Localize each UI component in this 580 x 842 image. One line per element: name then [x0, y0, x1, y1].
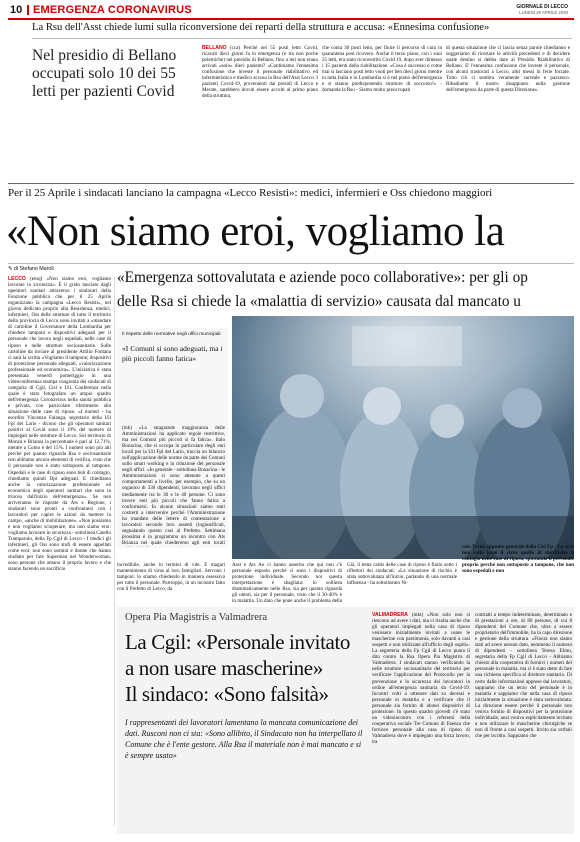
main-text-col3: Asst e Ats Ao ci hanno asserito che qui non c'è personale esposto perché ci sono i dispositivi di protezione individuale. Secondo noi questa interpretazione è sbagliata: lo sollinea drammaticamente nelle Rsa, sia per quanto riguarda gli utenti, sia per il personale, visto che il 30-40% è in malattia. Un dato che pone anche il problema della	[232, 562, 342, 604]
paper-name: GIORNALE DI LECCO	[516, 4, 568, 10]
rsa-text-col3: di questa situazione che ci lascia senza parole chiedianno e suggeriamo di ricertare le attività precedenti e di decidere quale destino si debba dare al Presidio Riabilitativo di Bellano. E' l'ennesima confusione che investe il personale, con alcuni traslocati a Lecco, altri messi in ferie forzate. Tutto ciò ci sembra veramente surreale e pazzesco. Ribadiamo il nostro disappunto nella gestione dell'emergenza da parte di questa Direzione».	[446, 45, 570, 94]
main-headline-rule	[8, 263, 574, 264]
valmadrera-headline-1: La Cgil: «Personale invitato	[125, 630, 351, 654]
hospital-photo	[232, 316, 574, 559]
byline	[8, 266, 54, 272]
quote-body	[122, 425, 225, 547]
valmadrera-text-col2: contratti a tempo indeterminato, determinato e di prestazioni a ore, di 80 persone, di cui 8 dipendenti del Comune che, oltre a essere proprietario dell'immobile, ha la capo direzione e gestione della struttura. «Finora non siamo stati ad avere nessun dato, nemmeno il numero di dipendenti - sottolinea Teresa Elmo, segretaria della Fp Cgil di Lecco - Abbiamo chiesto alla cooperativa di fornirci i numeri del personale in malattia, ma ci è stato detto di fare una richiesta specifica al direttore sanitario. Di certo dalle informazioni apprese dai lavoratori, sappiamo che un terzo del personale è in malattia e sappiamo che nella casa di riposo inizialmente la situazione è stata sottovalutata. La direzione essere perché il personale non veniva fornito di dispositivi per la protezione individuale, anzi veniva esplicitamente invitato a non utilizzare le mascherine chirurgiche se non di fronte a casi sospetti. Invito sia verbali che per iscritto. Sappiamo che	[475, 612, 572, 739]
valmadrera-headline-3: Il sindaco: «Sono falsità»	[125, 682, 329, 706]
main-headline: «Non siamo eroi, vogliamo la	[6, 208, 505, 255]
main-sub-headline-1: «Emergenza sottovalutata e aziende poco collaborative»: per gli op	[117, 269, 528, 286]
quote-kicker: Il rispetto delle normative negli uffici municipali	[122, 332, 221, 337]
rsa-dateline: BELLANO	[202, 45, 227, 51]
main-col5-text: cola Tardo appunto generale della Cisl Fp - La crisi non sulla lente il virus quello di distribuire il contagio nelle case di riposo, spostando il personale proprio perché non sottoposto a tampone, che non sono ospedali e non	[462, 544, 574, 575]
quote-box	[117, 328, 228, 548]
quote-text: «I Comuni si sono adeguati, ma i più piccoli fanno fatica»	[122, 344, 223, 363]
header-rule	[8, 18, 574, 20]
header-divider-tick	[27, 5, 29, 15]
column-divider	[114, 276, 115, 826]
rsa-dateline-tag: (cca)	[229, 45, 241, 51]
page-number: 10	[10, 4, 23, 16]
rsa-kicker: La Rsu dell'Asst chiede lumi sulla riconversione dei reparti della struttura e accusa: «Ennesima confusione»	[32, 22, 490, 33]
quote-body-text: «La stragrande maggioranza delle Amministrazioni ha applicato regole restrittive, ma nei Comuni più piccoli si fa fatica». Italo Bonacina, che si occupa in particolare degli enti locali per la Uil Fpl del Lario, traccia un bilancio sull'applicazione delle norme da parte dei Comuni sullo smart working e la riduzione del personale negli uffici. «In generale - sottolinea Bonacina - le Amministrazioni si sono attenute a questi comportamenti a livello, per esempio, che su un organico di 330 dipendenti, lavorano negli uffici mediamente tra le 30 e le 40 persone. Ci sono invece enti più piccoli che fanno fatica a conformarsi. In alcune situazioni siamo stati costretti a intervenire perché l'Amministrazione ha mandato delle lettere di contestazione a lavoratori secondo loro assenti (ingiustificati, segnalando questo casi al Prefetto. Settimana prossima è in programma un incontro con Ats Brianza nel quale chiederemo agli enti locali	[122, 425, 225, 546]
hospital-staff-image	[232, 316, 574, 559]
main-text-col5	[462, 544, 574, 604]
rsa-kicker-rule	[32, 38, 572, 39]
main-dateline-tag: (emq)	[30, 276, 43, 282]
main-kicker: Per il 25 Aprile i sindacati lanciano la campagna «Lecco Resisti»: medici, infermieri e Oss chiedono maggiori	[8, 187, 493, 199]
main-text-col1	[8, 276, 111, 826]
main-col1-text: «Non siamo eroi, vogliamo lavorare in sicurezza». È il grido lanciato dagli operatori sanitari attraverso i sindacati della Funzione pubblica che per il 25 Aprile organizzano la campagna «Lecco Resisti», nel giorno dedicato proprio alla Resistenza, medici, infermieri, Oss delle strutture di tutto il territorio della provincia di Lecco sono invitati a «mandare di cartoline il Governatore della Lombardia per chiedere tamponi e dispositivi adeguati per il personale che lavora negli ospedali, nelle case di riposo e nelle strutture sociosanitarie. Sulle cartoline da inviare al presidente Attilio Fontana ci sarà la scritta «Vogliamo il tampone; dispositivi di protezione personale adeguati, «valorizzazione professionale ed economica». L'iniziativa è stata presentata venerdì pomeriggio in una videoconferenza stampa congiunta dei sindacati di categoria di Cgil, Cisl e Uil. Conferenza nella quale è stato fotografato un ampio quadro dell'emergenza Coronavirus nella sanità pubblica e privata, con particolare riferimento alla situazione delle case di riposo. «I numeri - ha esordito Vincenzo Falanga, segretario della Uil Fpl del Lario - dicono che gli operatori sanitari positivi al Covid sono il 19% del numero di impiegati nelle strutture di Lecco. Sul territorio di Monza e Brianza la percentuale è pari al 12,71%, mentre a Como è del 15%. I numeri sono più alti perché per quanto riguarda Rsa e sociosanitarie non abbiamo ancora elementi di verifica, visto che il personale non è stato sottoposto al tampone. Ospedali e le case di riposo sono hub di contagio, chiediamo quindi Dpi adeguati. E chiediamo anche la valorizzazione professionale ed economica degli operatori sanitari che sono in trincea dall'inizio dell'emergenza». Se non arriveranno le risposte da Ats e Regione, i sindacati sono pronti a confrontarsi con i lavoratori per capire le azioni da mettere in campo, «anche di mobilitazione». «Non possiamo e non vogliamo scioperare, ma non siamo eroi: vogliamo lavorare in sicurezza - sottolinea Catello Tramparulo, della Fp Cgil di Lecco - I medici gli infermieri, gli Oss sono stufi di essere appellati come eroi: non sono uomini e donne che hanno studiato per fare Superman nel Wonderwoman, sono persone che amano il proprio lavoro e che stanno facendo un sacrificio	[8, 276, 111, 573]
rsa-headline: Nel presidio di Bellano occupati solo 10 dei 55 letti per pazienti Covid	[32, 47, 177, 100]
section-title: EMERGENZA CORONAVIRUS	[33, 4, 192, 16]
main-text-col2: incredibile, anche in termini di vite. E magari mantenimento di virus al loro famigliari. Servono i tamponi: lo stiamo chiedendo in maniera ossessiva per tutto il personale. Purtroppo, in un incontro fatto con il Prefetto di Lecco, da	[117, 562, 225, 593]
main-sub-headline-2: delle Rsa si chiede la «malattia di servizio» causata dal mancato u	[117, 293, 521, 310]
valmadrera-headline-2: a non usare mascherine»	[125, 656, 323, 680]
issue-date: LUNEDÌ 20 APRILE 2020	[519, 10, 568, 15]
valmadrera-summary: I rappresentanti dei lavoratori lamentano la mancata comunicazione dei dati. Rusconi non ci sta: «Sono allibito, il Sindacato non ha interpellato il Comune che è l'ente gestore. Alla Rsa il materiale non è mai mancato e si è sempre usato»	[125, 718, 363, 760]
valmadrera-kicker: Opera Pia Magistris a Valmadrera	[125, 612, 268, 623]
byline-text: di Stefano Maroli	[13, 266, 54, 272]
valmadrera-text-col1	[372, 612, 470, 832]
rsa-text-col2: che conta 30 posti letto, per finire il percorso di cura in quarantena post ricovero. Anche il terzo piano, con i suoi 25 letti, era stato riconvertito Covid 19, dopo aver dimesso i 15 pazienti della riabilitazione. «Cosa è successo e come mai si lasciano posti letto vuoti per ben dieci giorni mentre in tutta Italia e in Lombardia si è nel pieno dell'emergenza e si stanno predisponendo strutture di soccorso?» - domanda la Rsu - Siamo molto preoccupati	[322, 45, 442, 94]
rsa-col1-text: Perché nei 55 posti letto Covid, ricavati dieci giorni fa in emergenza (e tra non poche polemiche) nel presidio di Bellano, fino a ieri non erano arrivati «solo» dieci pazienti? «Continiamo l'ennesima confusione che investe il personale riabilitativo ed infermieristico e medico accusa la Rsu dell'Asst Lecco. I pazienti Covid-19, provenienti dai presidi di Lecco e Merate, sarebbero dovuti essere accolti al primo piano della struttura,	[202, 45, 318, 100]
valmadrera-col1-text: «Non solo non si riescono ad avere i dati, ma ci risulta anche che gli operatori impiegati nella casa di riposo venissero inizialmente invitati a usare le mascherine con parsimonia, solo davanti a casi sospetti e non utilizzate all'ufficio degli ospiti». La segreteria della Fp Cgil di Lecco punta il dito contro la Rsa Opera Pia Magistris di Valmadrera. I sindacati stanno verificando la nelle strutture sociosanitarie del territorio per verificare l'applicazione del Protocollo per la prevenzione e la sicurezza dei lavoratori in ordine all'emergenza sanitaria da Covid-19. Incontri volti a ottenere dati su decessi e personale in malattia e a verificare che il personale sia fornito di idonei dispositivi di protezione. In questo quadro giovedì c'è stato un videoincontro con i referenti della cooperativa sociale Tre Comuni di Faenza che fornisce personale alla casa di riposo di Valmadrera dove è impiegato una forza lavoro, tra	[372, 612, 470, 745]
quote-body-tag: (mk)	[122, 425, 132, 431]
valmadrera-dateline: VALMADRERA	[372, 612, 408, 618]
byline-icon: ✎	[8, 266, 14, 272]
rsa-bottom-rule	[8, 183, 574, 184]
main-dateline: LECCO	[8, 276, 26, 282]
main-text-col4: Già, il tema caldo delle case di riposo è finito sotto i riflettori dei sindacati. «La situazione di rischio è stata sottovalutata all'inizio, parlando di una normale influenza - ha sottolineato Ni-	[347, 562, 457, 587]
rsa-text-col1	[202, 45, 318, 140]
valmadrera-dateline-tag: (mkt)	[411, 612, 424, 618]
